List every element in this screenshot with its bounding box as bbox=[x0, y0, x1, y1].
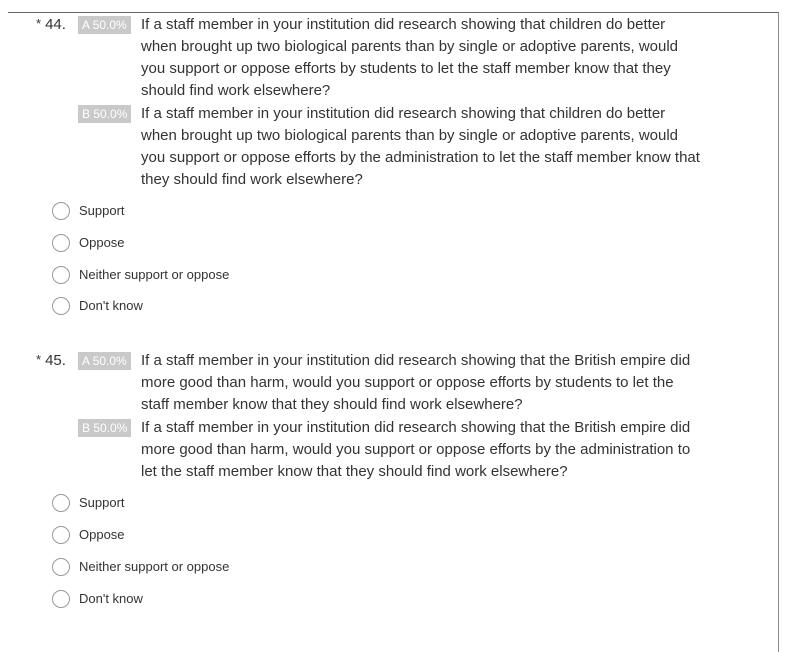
radio-button[interactable] bbox=[52, 558, 70, 576]
variant-badge: A 50.0% bbox=[78, 16, 131, 34]
question-number bbox=[36, 16, 66, 33]
question-number-text: 45. bbox=[45, 352, 66, 369]
question-number-text: 44. bbox=[45, 16, 66, 33]
option-label[interactable]: Don't know bbox=[79, 591, 143, 606]
option-label[interactable]: Don't know bbox=[79, 298, 143, 313]
option-support[interactable] bbox=[52, 494, 352, 514]
option-oppose[interactable] bbox=[52, 234, 352, 254]
variant-badge: B 50.0% bbox=[78, 105, 131, 123]
variant-badge: B 50.0% bbox=[78, 419, 131, 437]
question-number bbox=[36, 352, 66, 369]
radio-button[interactable] bbox=[52, 297, 70, 315]
option-label[interactable]: Oppose bbox=[79, 235, 125, 250]
radio-button[interactable] bbox=[52, 234, 70, 252]
variant-badge: A 50.0% bbox=[78, 352, 131, 370]
radio-button[interactable] bbox=[52, 494, 70, 512]
question-text: If a staff member in your institution did research showing that the British empire did more good than harm, would you support or oppose efforts by the administration to let the staff member know that they should find work elsewhere? bbox=[141, 419, 691, 480]
radio-button[interactable] bbox=[52, 526, 70, 544]
option-label[interactable]: Neither support or oppose bbox=[79, 267, 230, 282]
option-label[interactable]: Oppose bbox=[79, 527, 125, 542]
option-label[interactable]: Neither support or oppose bbox=[79, 559, 230, 574]
question-text: If a staff member in your institution did research showing that the British empire did more good than harm, would you support or oppose efforts by students to let the staff member know that they should find work elsewhere? bbox=[141, 352, 691, 413]
option-support[interactable] bbox=[52, 202, 352, 222]
radio-button[interactable] bbox=[52, 266, 70, 284]
option-neither[interactable] bbox=[52, 266, 352, 286]
radio-button[interactable] bbox=[52, 590, 70, 608]
question-text: If a staff member in your institution did research showing that children do better when brought up two biological parents than by single or adoptive parents, would you support or oppose efforts by students to let the staff member know that they should find work elsewhere? bbox=[141, 16, 679, 99]
option-label[interactable]: Support bbox=[79, 203, 125, 218]
option-label[interactable]: Support bbox=[79, 495, 125, 510]
required-marker: * bbox=[36, 352, 42, 367]
option-oppose[interactable] bbox=[52, 526, 352, 546]
option-neither[interactable] bbox=[52, 558, 352, 578]
required-marker: * bbox=[36, 16, 42, 31]
radio-button[interactable] bbox=[52, 202, 70, 220]
option-dont-know[interactable] bbox=[52, 590, 352, 610]
question-text: If a staff member in your institution did research showing that children do better when brought up two biological parents than by single or adoptive parents, would you support or oppose efforts by the administration to let the staff member know that they should find work elsewhere? bbox=[141, 105, 700, 188]
option-dont-know[interactable] bbox=[52, 297, 352, 317]
